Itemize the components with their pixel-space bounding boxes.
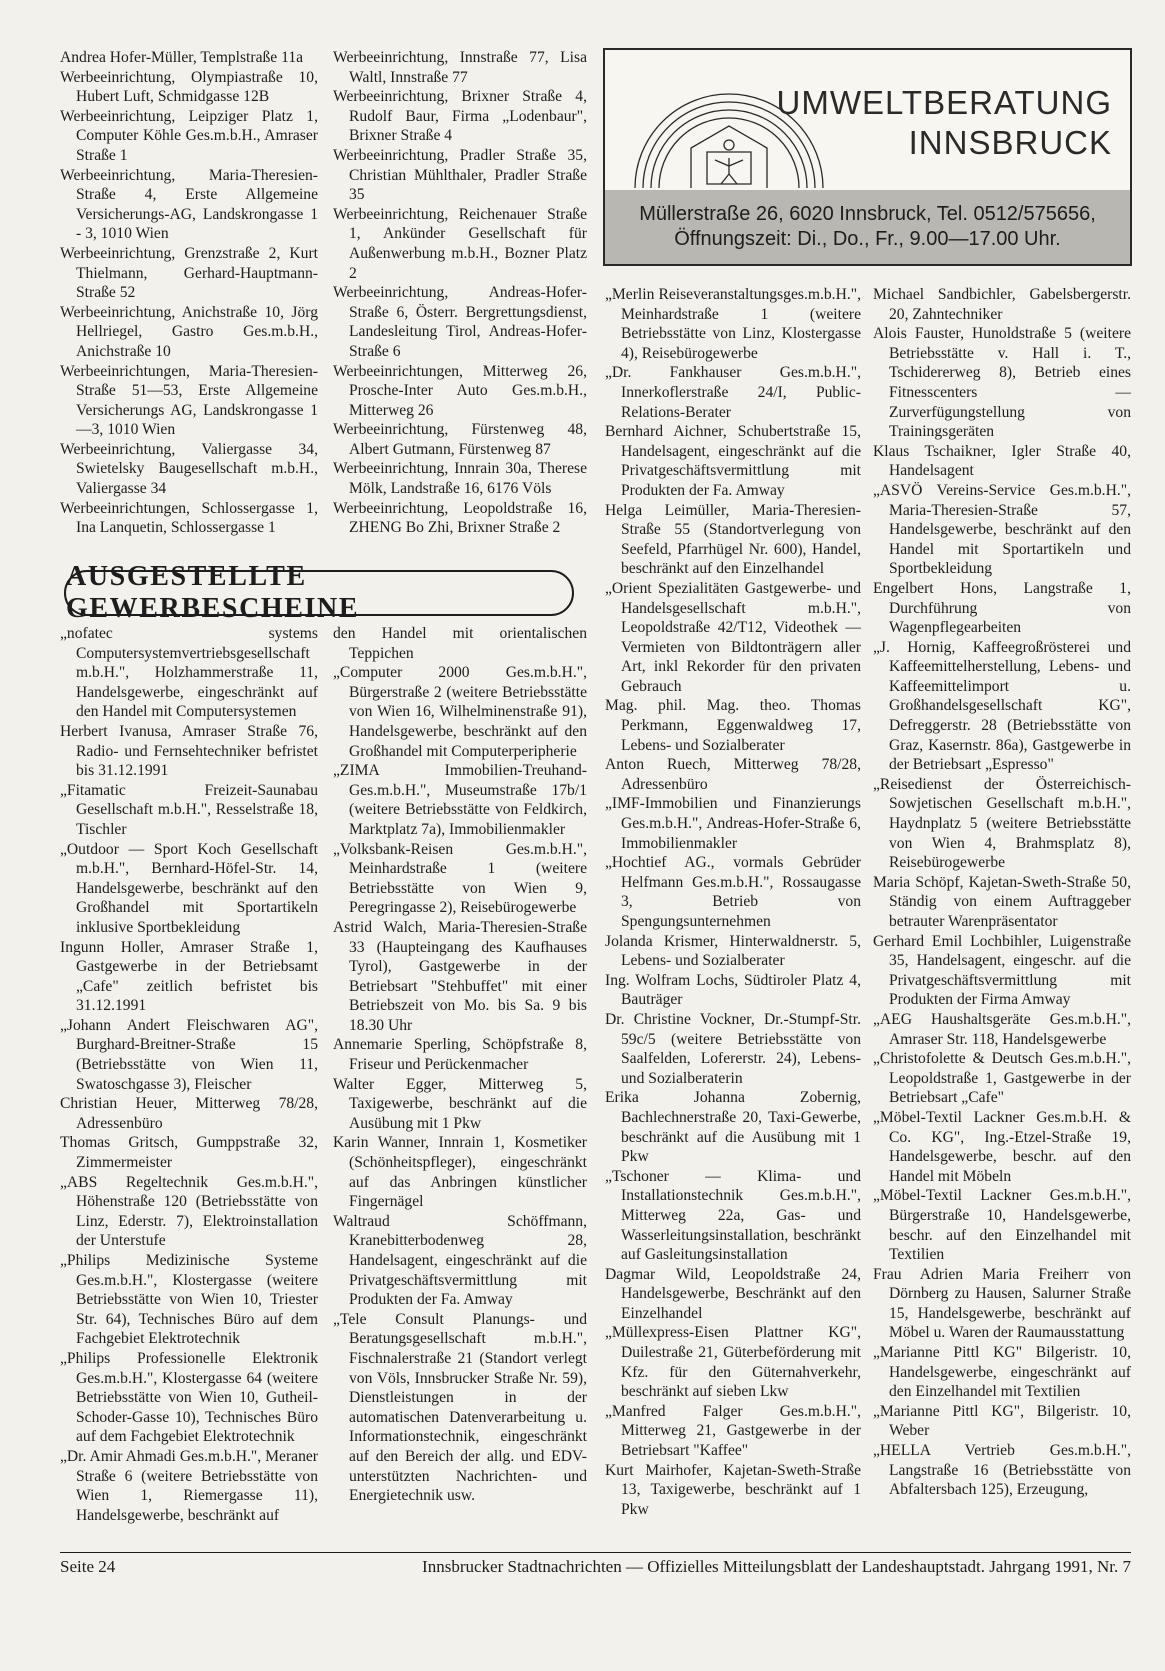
listing-entry: „ABS Regeltechnik Ges.m.b.H.", Höhenstraße 120 (Betriebsstätte von Linz, Ederstr. 7), Elektroinstallation der Unterstufe [60, 1173, 318, 1250]
listing-entry: Walter Egger, Mitterweg 5, Taxigewerbe, beschränkt auf die Ausübung mit 1 Pkw [333, 1075, 587, 1132]
listing-entry: „Outdoor — Sport Koch Gesellschaft m.b.H.", Bernhard-Höfel-Str. 14, Handelsgewerbe, beschränkt auf den Großhandel mit Sportartikeln inklusive Sportbekleidung [60, 840, 318, 936]
listing-entry: Waltraud Schöffmann, Kranebitterbodenweg 28, Handelsagent, eingeschränkt auf die Privatgeschäftsvermittlung mit Produkten der Fa. Amway [333, 1212, 587, 1309]
listing-entry: Anton Ruech, Mitterweg 78/28, Adressenbüro [605, 756, 861, 793]
listing-entry: Jolanda Krismer, Hinterwaldnerstr. 5, Lebens- und Sozialberater [605, 932, 861, 970]
ad-title-line2: INNSBRUCK [908, 124, 1112, 161]
listing-entry: „Müllexpress-Eisen Plattner KG", Duilestraße 21, Güterbeförderung mit Kfz. für den Güternahverkehr, beschränkt auf sieben Lkw [605, 1324, 861, 1401]
listing-entry: Klaus Tschaikner, Igler Straße 40, Handelsagent [873, 442, 1131, 480]
listing-entry: Werbeeinrichtung, Pradler Straße 35, Christian Mühlthaler, Pradler Straße 35 [333, 146, 587, 204]
column-3 [60, 624, 318, 1525]
column-5 [605, 285, 861, 1519]
listing-entry: Werbeeinrichtungen, Maria-Theresien-Straße 51—53, Erste Allgemeine Versicherungs AG, Landskrongasse 1—3, 1010 Wien [60, 362, 318, 439]
masthead: Innsbrucker Stadtnachrichten — Offizielles Mitteilungsblatt der Landeshauptstadt. Jahrgang 1991, Nr. 7 [422, 1557, 1131, 1576]
listing-entry: Bernhard Aichner, Schubertstraße 15, Handelsagent, eingeschränkt auf die Privatgeschäftsvermittlung mit Produkten der Fa. Amway [605, 423, 861, 499]
listing-entry: „ASVÖ Vereins-Service Ges.m.b.H.", Maria-Theresien-Straße 57, Handelsgewerbe, beschränkt auf den Handel mit Sportartikeln und Sportbekleidung [873, 481, 1131, 578]
listing-entry: Christian Heuer, Mitterweg 78/28, Adressenbüro [60, 1095, 318, 1132]
listing-entry: „AEG Haushaltsgeräte Ges.m.b.H.", Amraser Str. 118, Handelsgewerbe [873, 1010, 1131, 1048]
listing-entry: Gerhard Emil Lochbihler, Luigenstraße 35, Handelsagent, eingeschr. auf die Privatgeschäftsvermittlung mit Produkten der Firma Amway [873, 932, 1131, 1009]
listing-entry: Herbert Ivanusa, Amraser Straße 76, Radio- und Fernsehtechniker befristet bis 31.12.1991 [60, 722, 318, 780]
listing-entry: Werbeeinrichtung, Olympiastraße 10, Hubert Luft, Schmidgasse 12B [60, 68, 318, 106]
listing-entry: Werbeeinrichtungen, Schlossergasse 1, Ina Lanquetin, Schlossergasse 1 [60, 499, 318, 537]
listing-entry: „nofatec systems Computersystemvertriebsgesellschaft m.b.H.", Holzhammerstraße 11, Handelsgewerbe, eingeschränkt auf den Handel mit Computersystemen [60, 625, 318, 721]
column-2 [333, 48, 587, 538]
listing-entry: Werbeeinrichtung, Grenzstraße 2, Kurt Thielmann, Gerhard-Hauptmann-Straße 52 [60, 244, 318, 302]
listing-entry: „Reisedienst der Österreichisch-Sowjetischen Gesellschaft m.b.H.", Haydnplatz 5 (weitere Betriebsstätte von Wien 4, Brahmsplatz 8), Reisebürogewerbe [873, 775, 1131, 872]
ad-title-line1: UMWELTBERATUNG [776, 84, 1112, 121]
listing-entry: „Marianne Pittl KG", Bilgeristr. 10, Weber [873, 1402, 1131, 1440]
section-banner [64, 561, 574, 624]
listing-entry: „Tele Consult Planungs- und Beratungsgesellschaft m.b.H.", Fischnalerstraße 21 (Standort verlegt von Völs, Innsbrucker Straße Nr. 59), Dienstleistungen in der automatischen Datenverarbeitung u. Informationstechnik, eingeschränkt auf den Bereich der allg. und EDV-unterstützten Nachrichten- und Energietechnik usw. [333, 1310, 587, 1505]
listing-entry: „HELLA Vertrieb Ges.m.b.H.", Langstraße 16 (Betriebsstätte von Abfaltersbach 125), Erzeugung, [873, 1442, 1131, 1499]
ad-hours: Öffnungszeit: Di., Do., Fr., 9.00—17.00 Uhr. [674, 228, 1061, 250]
listing-entry: den Handel mit orientalischen Teppichen [333, 625, 587, 662]
listing-entry: Karin Wanner, Innrain 1, Kosmetiker (Schönheitspfleger), eingeschränkt auf das Anbringen künstlicher Fingernägel [333, 1134, 587, 1211]
listing-entry: Dr. Christine Vockner, Dr.-Stumpf-Str. 59c/5 (weitere Betriebsstätte von Saalfelden, Lofererstr. 24), Lebens- und Sozialberaterin [605, 1010, 861, 1087]
listing-entry: Kurt Mairhofer, Kajetan-Sweth-Straße 13, Taxigewerbe, beschränkt auf 1 Pkw [605, 1461, 861, 1518]
listing-entry: Helga Leimüller, Maria-Theresien-Straße 55 (Standortverlegung von Seefeld, Pfarrhügel Nr. 600), Handel, beschränkt auf den Einzelhandel [605, 501, 861, 578]
listing-entry: Andrea Hofer-Müller, Templstraße 11a [60, 49, 304, 66]
listing-entry: Mag. phil. Mag. theo. Thomas Perkmann, Eggenwaldweg 17, Lebens- und Sozialberater [605, 697, 861, 754]
listing-entry: Frau Adrien Maria Freiherr von Dörnberg zu Hausen, Salurner Straße 15, Handelsgewerbe, beschränkt auf Möbel u. Waren der Raumausstattung [873, 1265, 1131, 1342]
page-footer [60, 1552, 1131, 1577]
listing-entry: Astrid Walch, Maria-Theresien-Straße 33 (Haupteingang des Kaufhauses Tyrol), Gastgewerbe in der Betriebsart "Stehbuffet" mit einer Betriebszeit von Mo. bis Sa. 9 bis 18.30 Uhr [333, 918, 587, 1034]
listing-entry: „Fitamatic Freizeit-Saunabau Gesellschaft m.b.H.", Resselstraße 18, Tischler [60, 781, 318, 838]
listing-entry: „Manfred Falger Ges.m.b.H.", Mitterweg 21, Gastgewerbe in der Betriebsart "Kaffee" [605, 1402, 861, 1460]
listing-entry: „Merlin Reiseveranstaltungsges.m.b.H.", Meinhardstraße 1 (weitere Betriebsstätte von Linz, Klostergasse 4), Reisebürogewerbe [605, 286, 861, 362]
listing-entry: „Tschoner — Klima- und Installationstechnik Ges.m.b.H.", Mitterweg 22a, Gas- und Wasserleitungsinstallation, beschränkt auf Gasleitungsinstallation [605, 1167, 861, 1264]
listing-entry: Dagmar Wild, Leopoldstraße 24, Handelsgewerbe, Beschränkt auf den Einzelhandel [605, 1265, 861, 1322]
listing-entry: „Möbel-Textil Lackner Ges.m.b.H.", Bürgerstraße 10, Handelsgewerbe, beschr. auf den Einzelhandel mit Textilien [873, 1187, 1131, 1264]
listing-entry: „Philips Medizinische Systeme Ges.m.b.H.", Klostergasse (weitere Betriebsstätte von Wien 10, Triester Str. 64), Technisches Büro auf dem Fachgebiet Elektrotechnik [60, 1252, 318, 1348]
listing-entry: Werbeeinrichtung, Fürstenweg 48, Albert Gutmann, Fürstenweg 87 [333, 421, 587, 458]
ad-address: Müllerstraße 26, 6020 Innsbruck, Tel. 0512/575656, [639, 203, 1096, 225]
column-6 [873, 285, 1131, 1500]
listing-entry: Werbeeinrichtung, Anichstraße 10, Jörg Hellriegel, Gastro Ges.m.b.H., Anichstraße 10 [60, 303, 318, 360]
listing-entry: „Computer 2000 Ges.m.b.H.", Bürgerstraße 2 (weitere Betriebsstätte von Wien 16, Wilhelminenstraße 91), Handelsgewerbe, beschränkt auf den Großhandel mit Computerperipherie [333, 664, 587, 760]
listing-entry: Werbeeinrichtung, Brixner Straße 4, Rudolf Baur, Firma „Lodenbaur", Brixner Straße 4 [333, 88, 587, 145]
column-4 [333, 624, 587, 1506]
listing-entry: Werbeeinrichtung, Leopoldstraße 16, ZHENG Bo Zhi, Brixner Straße 2 [333, 499, 587, 537]
listing-entry: Werbeeinrichtung, Innrain 30a, Therese Mölk, Landstraße 16, 6176 Völs [333, 460, 587, 498]
listing-entry: „Orient Spezialitäten Gastgewerbe- und Handelsgesellschaft m.b.H.", Leopoldstraße 42/T12, Videothek — Vermieten von Bildtonträgern aller Art, inkl Rekorder für den privaten Gebrauch [605, 579, 861, 695]
listing-entry: Ingunn Holler, Amraser Straße 1, Gastgewerbe in der Betriebsamt „Cafe" zeitlich befristet bis 31.12.1991 [60, 938, 318, 1015]
page-number: Seite 24 [60, 1557, 116, 1576]
listing-entry: „Philips Professionelle Elektronik Ges.m.b.H.", Klostergasse 64 (weitere Betriebsstätte von Wien 10, Gutheil-Schoder-Gasse 10), Technisches Büro auf dem Fachgebiet Elektrotechnik [60, 1349, 318, 1446]
listing-entry: „IMF-Immobilien und Finanzierungs Ges.m.b.H.", Andreas-Hofer-Straße 6, Immobilienmakler [605, 795, 861, 852]
listing-entry: „Dr. Amir Ahmadi Ges.m.b.H.", Meraner Straße 6 (weitere Betriebsstätte von Wien 1, Riemergasse 11), Handelsgewerbe, beschränkt auf [60, 1447, 318, 1524]
listing-entry: Werbeeinrichtung, Andreas-Hofer-Straße 6, Österr. Bergrettungsdienst, Landesleitung Tirol, Andreas-Hofer-Straße 6 [333, 284, 587, 360]
ad-contact-band [605, 190, 1130, 264]
listing-entry: Thomas Gritsch, Gumppstraße 32, Zimmermeister [60, 1134, 318, 1172]
listing-entry: „Marianne Pittl KG" Bilgeristr. 10, Handelsgewerbe, eingeschränkt auf den Einzelhandel mit Textilien [873, 1344, 1131, 1401]
listing-entry: „Johann Andert Fleischwaren AG", Burghard-Breitner-Straße 15 (Betriebsstätte von Wien 11, Swatoschgasse 3), Fleischer [60, 1016, 318, 1093]
umweltberatung-advert [603, 48, 1132, 266]
listing-entry: „Volksbank-Reisen Ges.m.b.H.", Meinhardstraße 1 (weitere Betriebsstätte von Wien 9, Peregringasse 2), Reisebürogewerbe [333, 840, 587, 917]
listing-entry: Werbeeinrichtung, Maria-Theresien-Straße 4, Erste Allgemeine Versicherungs-AG, Landskrongasse 1 - 3, 1010 Wien [60, 166, 318, 243]
listing-entry: Ing. Wolfram Lochs, Südtiroler Platz 4, Bauträger [605, 971, 861, 1009]
listing-entry: Annemarie Sperling, Schöpfstraße 8, Friseur und Perückenmacher [333, 1036, 587, 1074]
listing-entry: „Hochtief AG., vormals Gebrüder Helfmann Ges.m.b.H.", Rossaugasse 3, Betrieb von Spengungsunternehmen [605, 854, 861, 930]
listing-entry: Michael Sandbichler, Gabelsbergerstr. 20, Zahntechniker [873, 286, 1131, 323]
listing-entry: „Dr. Fankhauser Ges.m.b.H.", Innerkoflerstraße 24/I, Public-Relations-Berater [605, 364, 861, 421]
listing-entry: Maria Schöpf, Kajetan-Sweth-Straße 50, Ständig von einem Auftraggeber betrauter Warenpräsentator [873, 873, 1131, 930]
listing-entry: „Christofolette & Deutsch Ges.m.b.H.", Leopoldstraße 1, Gastgewerbe in der Betriebsart „Cafe" [873, 1050, 1131, 1107]
listing-entry: Werbeeinrichtung, Valiergasse 34, Swietelsky Baugesellschaft m.b.H., Valiergasse 34 [60, 440, 318, 498]
listing-entry: „ZIMA Immobilien-Treuhand-Ges.m.b.H.", Museumstraße 17b/1 (weitere Betriebsstätte von Feldkirch, Marktplatz 7a), Immobilienmakler [333, 762, 587, 838]
listing-entry: Werbeeinrichtung, Reichenauer Straße 1, Ankünder Gesellschaft für Außenwerbung m.b.H., Bozner Platz 2 [333, 205, 587, 282]
listing-entry: Alois Fauster, Hunoldstraße 5 (weitere Betriebsstätte v. Hall i. T., Tschidererweg 8), Betrieb eines Fitnesscenters — Zurverfügungstellung von Trainingsgeräten [873, 325, 1131, 441]
listing-entry: Erika Johanna Zobernig, Bachlechnerstraße 20, Taxi-Gewerbe, beschränkt auf die Ausübung mit 1 Pkw [605, 1089, 861, 1166]
listing-entry: „Möbel-Textil Lackner Ges.m.b.H. & Co. KG", Ing.-Etzel-Straße 19, Handelsgewerbe, beschr. auf den Handel mit Möbeln [873, 1108, 1131, 1185]
section-title: AUSGESTELLTE GEWERBESCHEINE [66, 561, 360, 624]
column-1 [60, 48, 318, 538]
listing-entry: Werbeeinrichtungen, Mitterweg 26, Prosche-Inter Auto Ges.m.b.H., Mitterweg 26 [333, 362, 587, 419]
listing-entry: Werbeeinrichtung, Innstraße 77, Lisa Waltl, Innstraße 77 [333, 49, 587, 86]
listing-entry: „J. Hornig, Kaffeegroßrösterei und Kaffeemittelherstellung, Lebens- und Kaffeemittelimport u. Großhandelsgesellschaft KG", Defreggerstr. 28 (Betriebsstätte von Graz, Kasernstr. 86a), Gastgewerbe in der Betriebsart „Espresso" [873, 638, 1131, 774]
listing-entry: Werbeeinrichtung, Leipziger Platz 1, Computer Köhle Ges.m.b.H., Amraser Straße 1 [60, 107, 318, 164]
listing-entry: Engelbert Hons, Langstraße 1, Durchführung von Wagenpflegearbeiten [873, 579, 1131, 637]
